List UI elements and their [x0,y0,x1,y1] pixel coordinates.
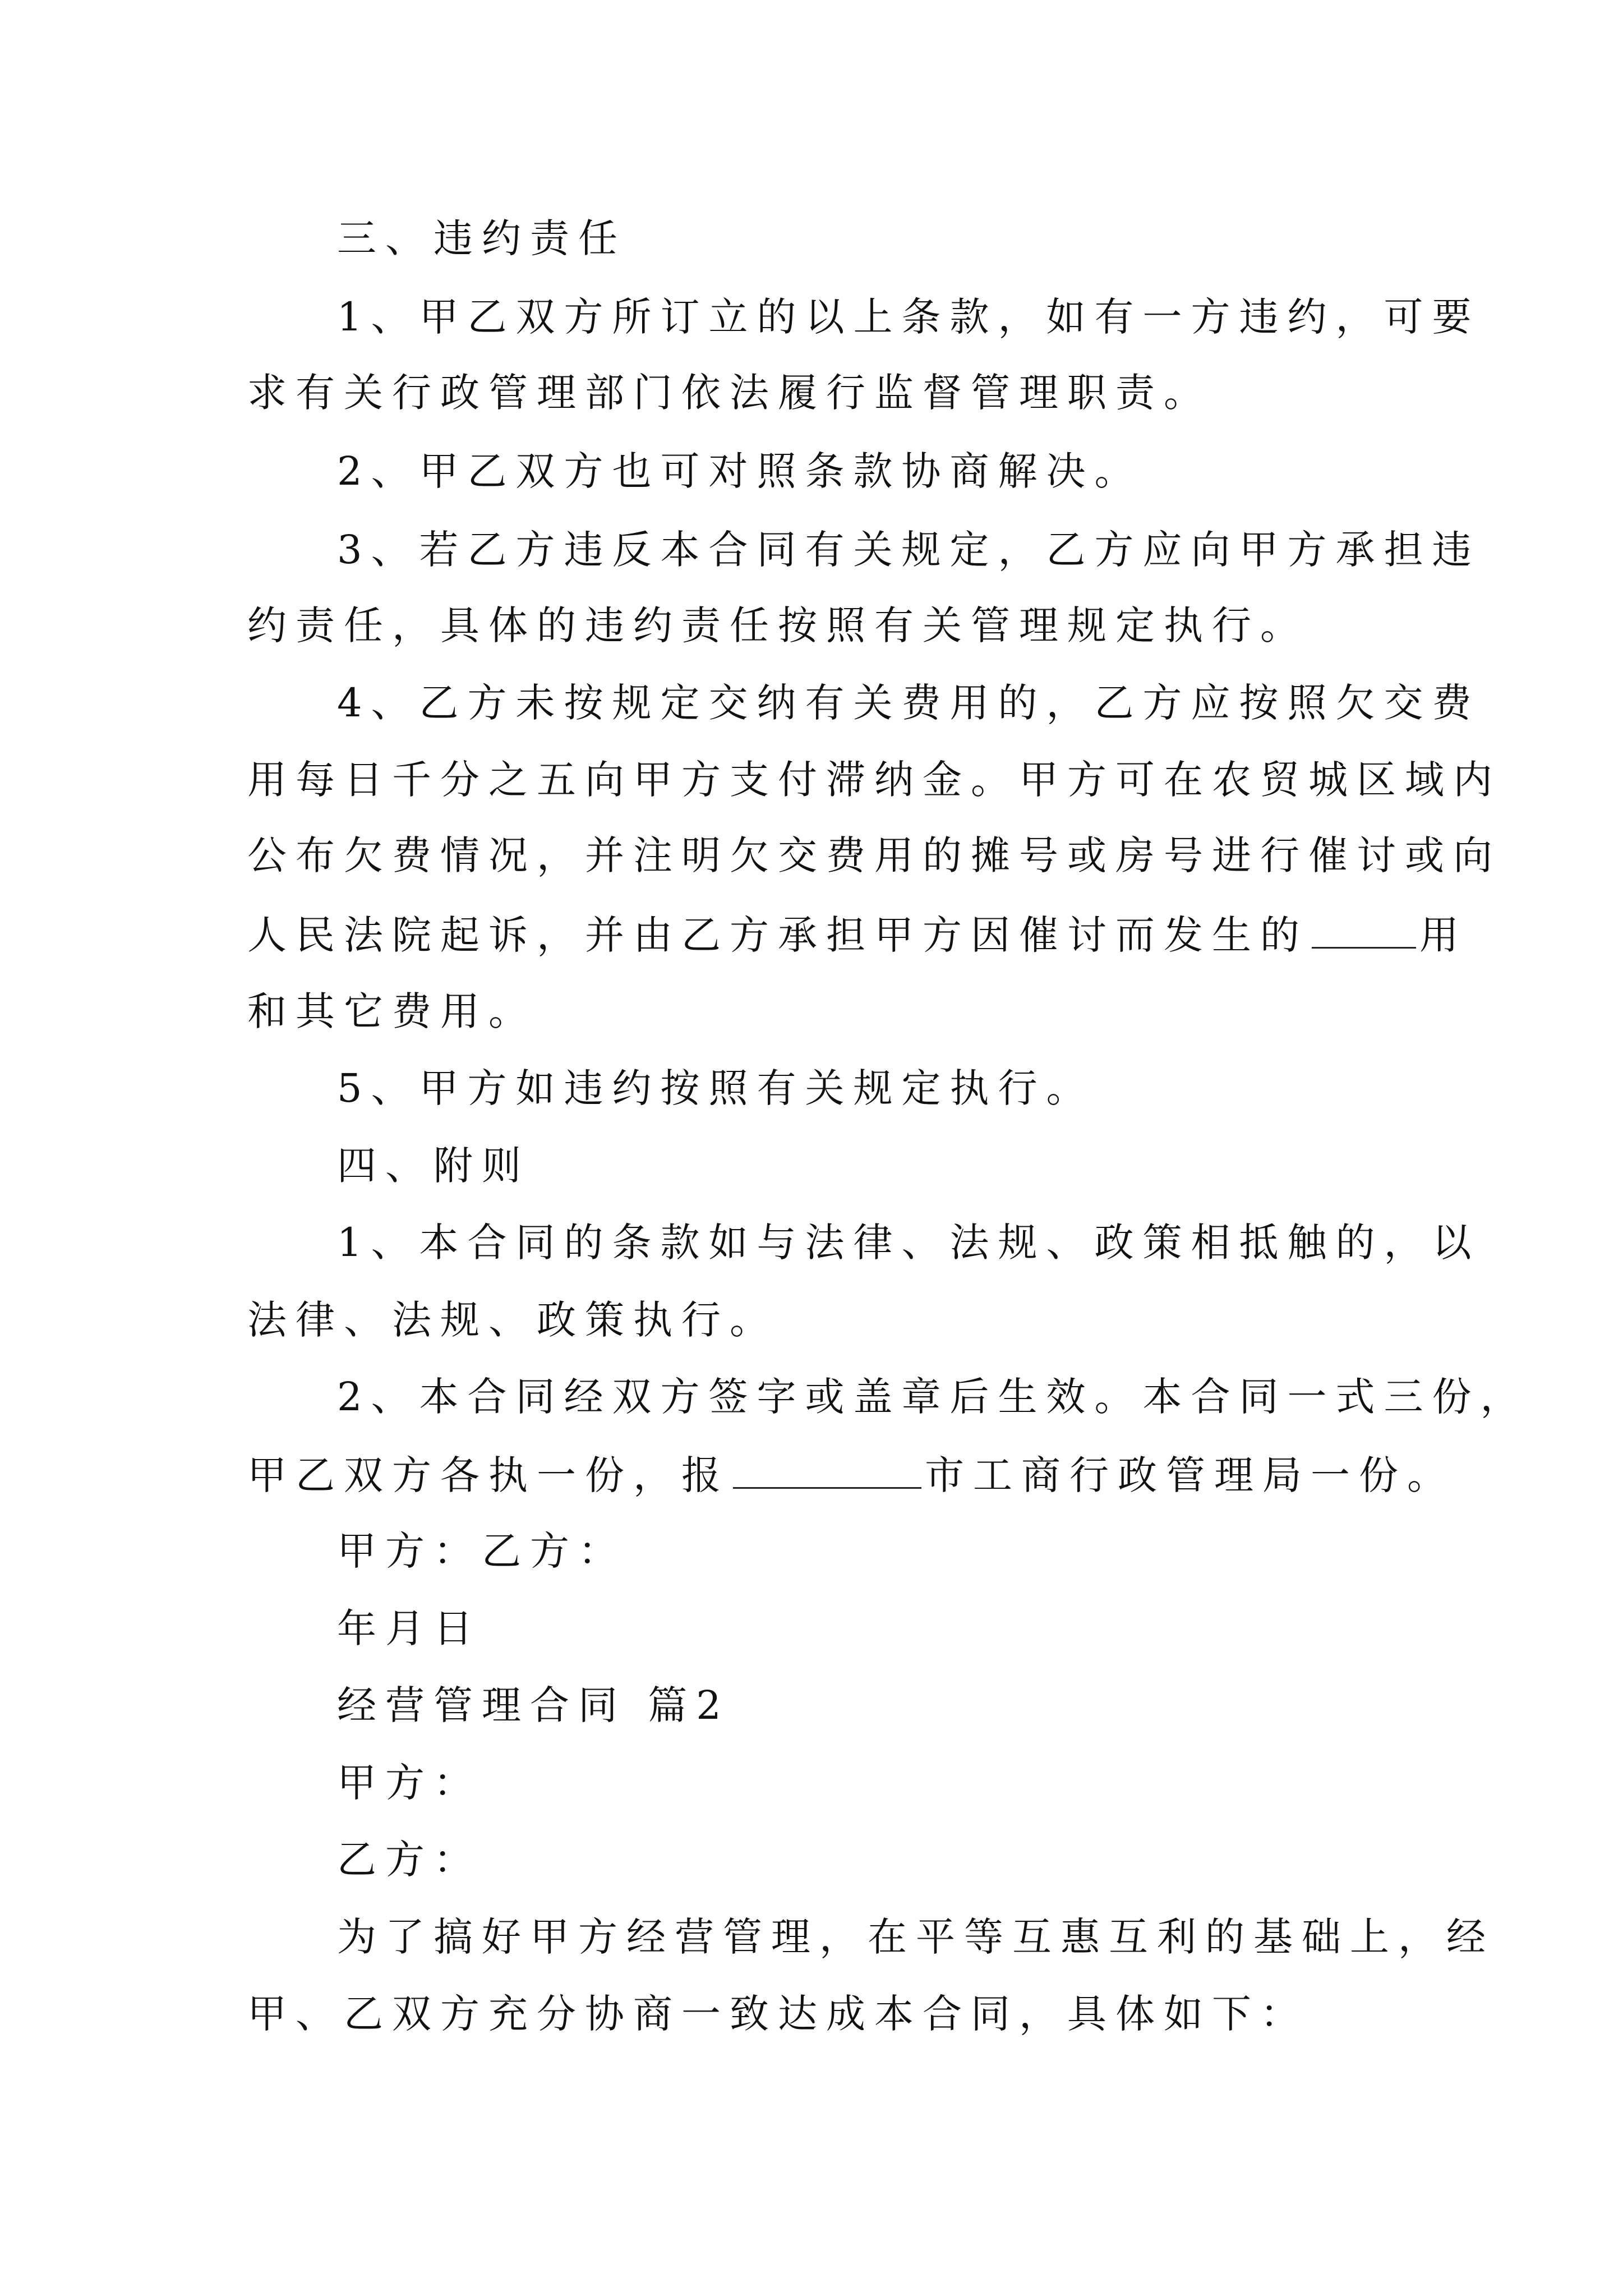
clause-4-2-line-2-end: 市工商行政管理局一份。 [925,1452,1455,1498]
clause-3-4-line-3: 公布欠费情况，并注明欠交费用的摊号或房号进行催讨或向 [247,832,1501,878]
signature-line: 甲方：乙方： [337,1528,626,1574]
date-line: 年月日 [337,1605,482,1651]
clause-3-3-line-1: 3、若乙方违反本合同有关规定，乙方应向甲方承担违 [337,527,1481,573]
clause-3-5: 5、甲方如违约按照有关规定执行。 [337,1065,1095,1111]
clause-4-2-line-2 [247,1452,1455,1498]
clause-3-4-line-4-text: 人民法院起诉，并由乙方承担甲方因催讨而发生的 [247,912,1308,958]
clause-4-2-line-1: 2、本合同经双方签字或盖章后生效。本合同一式三份， [337,1374,1529,1420]
clause-3-4-line-4 [247,912,1468,958]
clause-3-3-line-2: 约责任，具体的违约责任按照有关管理规定执行。 [247,602,1308,648]
section-heading-supplementary: 四、附则 [337,1143,530,1189]
city-blank-line [733,1455,921,1489]
clause-4-1-line-1: 1、本合同的条款如与法律、法规、政策相抵触的，以 [337,1220,1481,1266]
section-heading-breach-liability: 三、违约责任 [337,215,626,261]
party-a-label: 甲方： [337,1760,482,1806]
clause-4-2-line-2-text: 甲乙双方各执一份，报 [247,1452,730,1498]
contract-2-title: 经营管理合同 篇2 [337,1682,730,1728]
clause-3-1-line-2: 求有关行政管理部门依法履行监督管理职责。 [247,370,1212,416]
party-b-label: 乙方： [337,1837,482,1883]
clause-4-1-line-2: 法律、法规、政策执行。 [247,1297,778,1343]
clause-3-2: 2、甲乙双方也可对照条款协商解决。 [337,448,1143,494]
clause-3-1-line-1: 1、甲乙双方所订立的以上条款，如有一方违约，可要 [337,294,1481,340]
clause-3-4-line-5: 和其它费用。 [247,988,537,1034]
clause-3-4-line-2: 用每日千分之五向甲方支付滞纳金。甲方可在农贸城区域内 [247,757,1501,803]
fee-blank-line [1312,914,1416,949]
clause-3-4-line-1: 4、乙方未按规定交纳有关费用的，乙方应按照欠交费 [337,680,1481,726]
preamble-line-2: 甲、乙双方充分协商一致达成本合同，具体如下： [247,1991,1308,2037]
preamble-line-1: 为了搞好甲方经营管理，在平等互惠互利的基础上，经 [337,1914,1495,1960]
clause-3-4-line-4-end: 用 [1419,912,1468,958]
